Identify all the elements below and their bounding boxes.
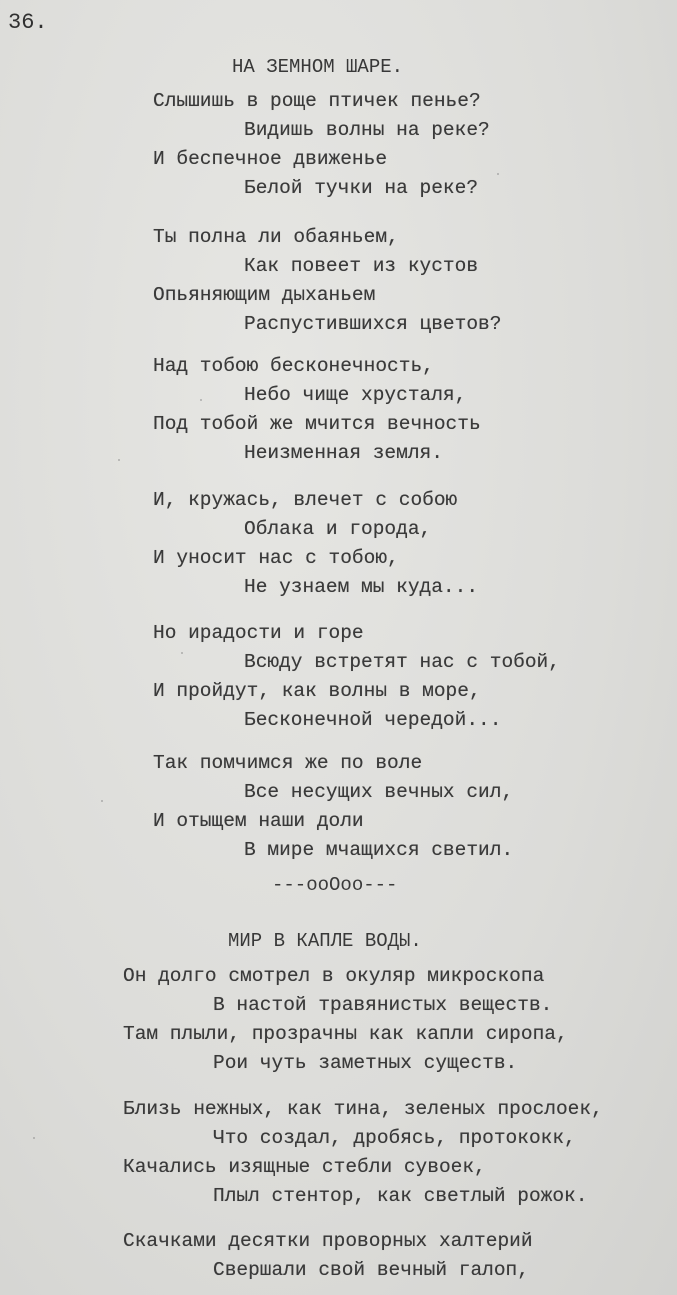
paper-speck bbox=[200, 399, 202, 401]
poem1-line: И пройдут, как волны в море, bbox=[153, 680, 481, 702]
paper-speck bbox=[497, 173, 499, 175]
paper-speck bbox=[181, 652, 183, 654]
poem1-line: Под тобой же мчится вечность bbox=[153, 413, 481, 435]
paper-speck bbox=[33, 1137, 35, 1139]
poem1-line: И уносит нас с тобою, bbox=[153, 547, 399, 569]
page-number: 36. bbox=[8, 10, 48, 35]
poem1-line: Видишь волны на реке? bbox=[244, 119, 490, 141]
poem1-line: Небо чище хрусталя, bbox=[244, 384, 467, 406]
poem1-line: Не узнаем мы куда... bbox=[244, 576, 479, 598]
poem1-line: Как повеет из кустов bbox=[244, 255, 479, 277]
poem1-line: Бесконечной чередой... bbox=[244, 709, 502, 731]
poem1-line: Но ирадости и горе bbox=[153, 622, 364, 644]
section-separator: ---ооОоо--- bbox=[272, 874, 398, 896]
poem1-title: НА ЗЕМНОМ ШАРЕ. bbox=[232, 56, 404, 78]
poem2-line: Рои чуть заметных существ. bbox=[213, 1052, 518, 1074]
poem2-line: Что создал, дробясь, протококк, bbox=[213, 1127, 576, 1149]
poem1-line: В мире мчащихся светил. bbox=[244, 839, 514, 861]
poem1-line: Все несущих вечных сил, bbox=[244, 781, 514, 803]
poem1-line: Всюду встретят нас с тобой, bbox=[244, 651, 560, 673]
poem2-line: Плыл стентор, как светлый рожок. bbox=[213, 1185, 588, 1207]
poem1-line: Распустившихся цветов? bbox=[244, 313, 502, 335]
poem1-line: И беспечное движенье bbox=[153, 148, 388, 170]
poem1-line: Белой тучки на реке? bbox=[244, 177, 479, 199]
poem2-line: В настой травянистых веществ. bbox=[213, 994, 553, 1016]
poem1-line: Так помчимся же по воле bbox=[153, 752, 423, 774]
poem1-line: Опьяняющим дыханьем bbox=[153, 284, 376, 306]
poem2-line: Качались изящные стебли сувоек, bbox=[123, 1156, 486, 1178]
poem2-line: Близь нежных, как тина, зеленых прослоек, bbox=[123, 1098, 603, 1120]
poem1-line: И отыщем наши доли bbox=[153, 810, 364, 832]
poem2-line: Скачками десятки проворных халтерий bbox=[123, 1230, 533, 1252]
paper-speck bbox=[101, 800, 103, 802]
poem1-line: Облака и города, bbox=[244, 518, 432, 540]
poem1-line: Неизменная земля. bbox=[244, 442, 443, 464]
poem1-line: Над тобою бесконечность, bbox=[153, 355, 434, 377]
poem1-line: И, кружась, влечет с собою bbox=[153, 489, 458, 511]
poem2-line: Там плыли, прозрачны как капли сиропа, bbox=[123, 1023, 568, 1045]
poem1-line: Слышишь в роще птичек пенье? bbox=[153, 90, 481, 112]
poem2-line: Свершали свой вечный галоп, bbox=[213, 1259, 529, 1281]
poem2-title: МИР В КАПЛЕ ВОДЫ. bbox=[228, 930, 422, 952]
paper-speck bbox=[118, 459, 120, 461]
poem1-line: Ты полна ли обаяньем, bbox=[153, 226, 399, 248]
poem2-line: Он долго смотрел в окуляр микроскопа bbox=[123, 965, 545, 987]
